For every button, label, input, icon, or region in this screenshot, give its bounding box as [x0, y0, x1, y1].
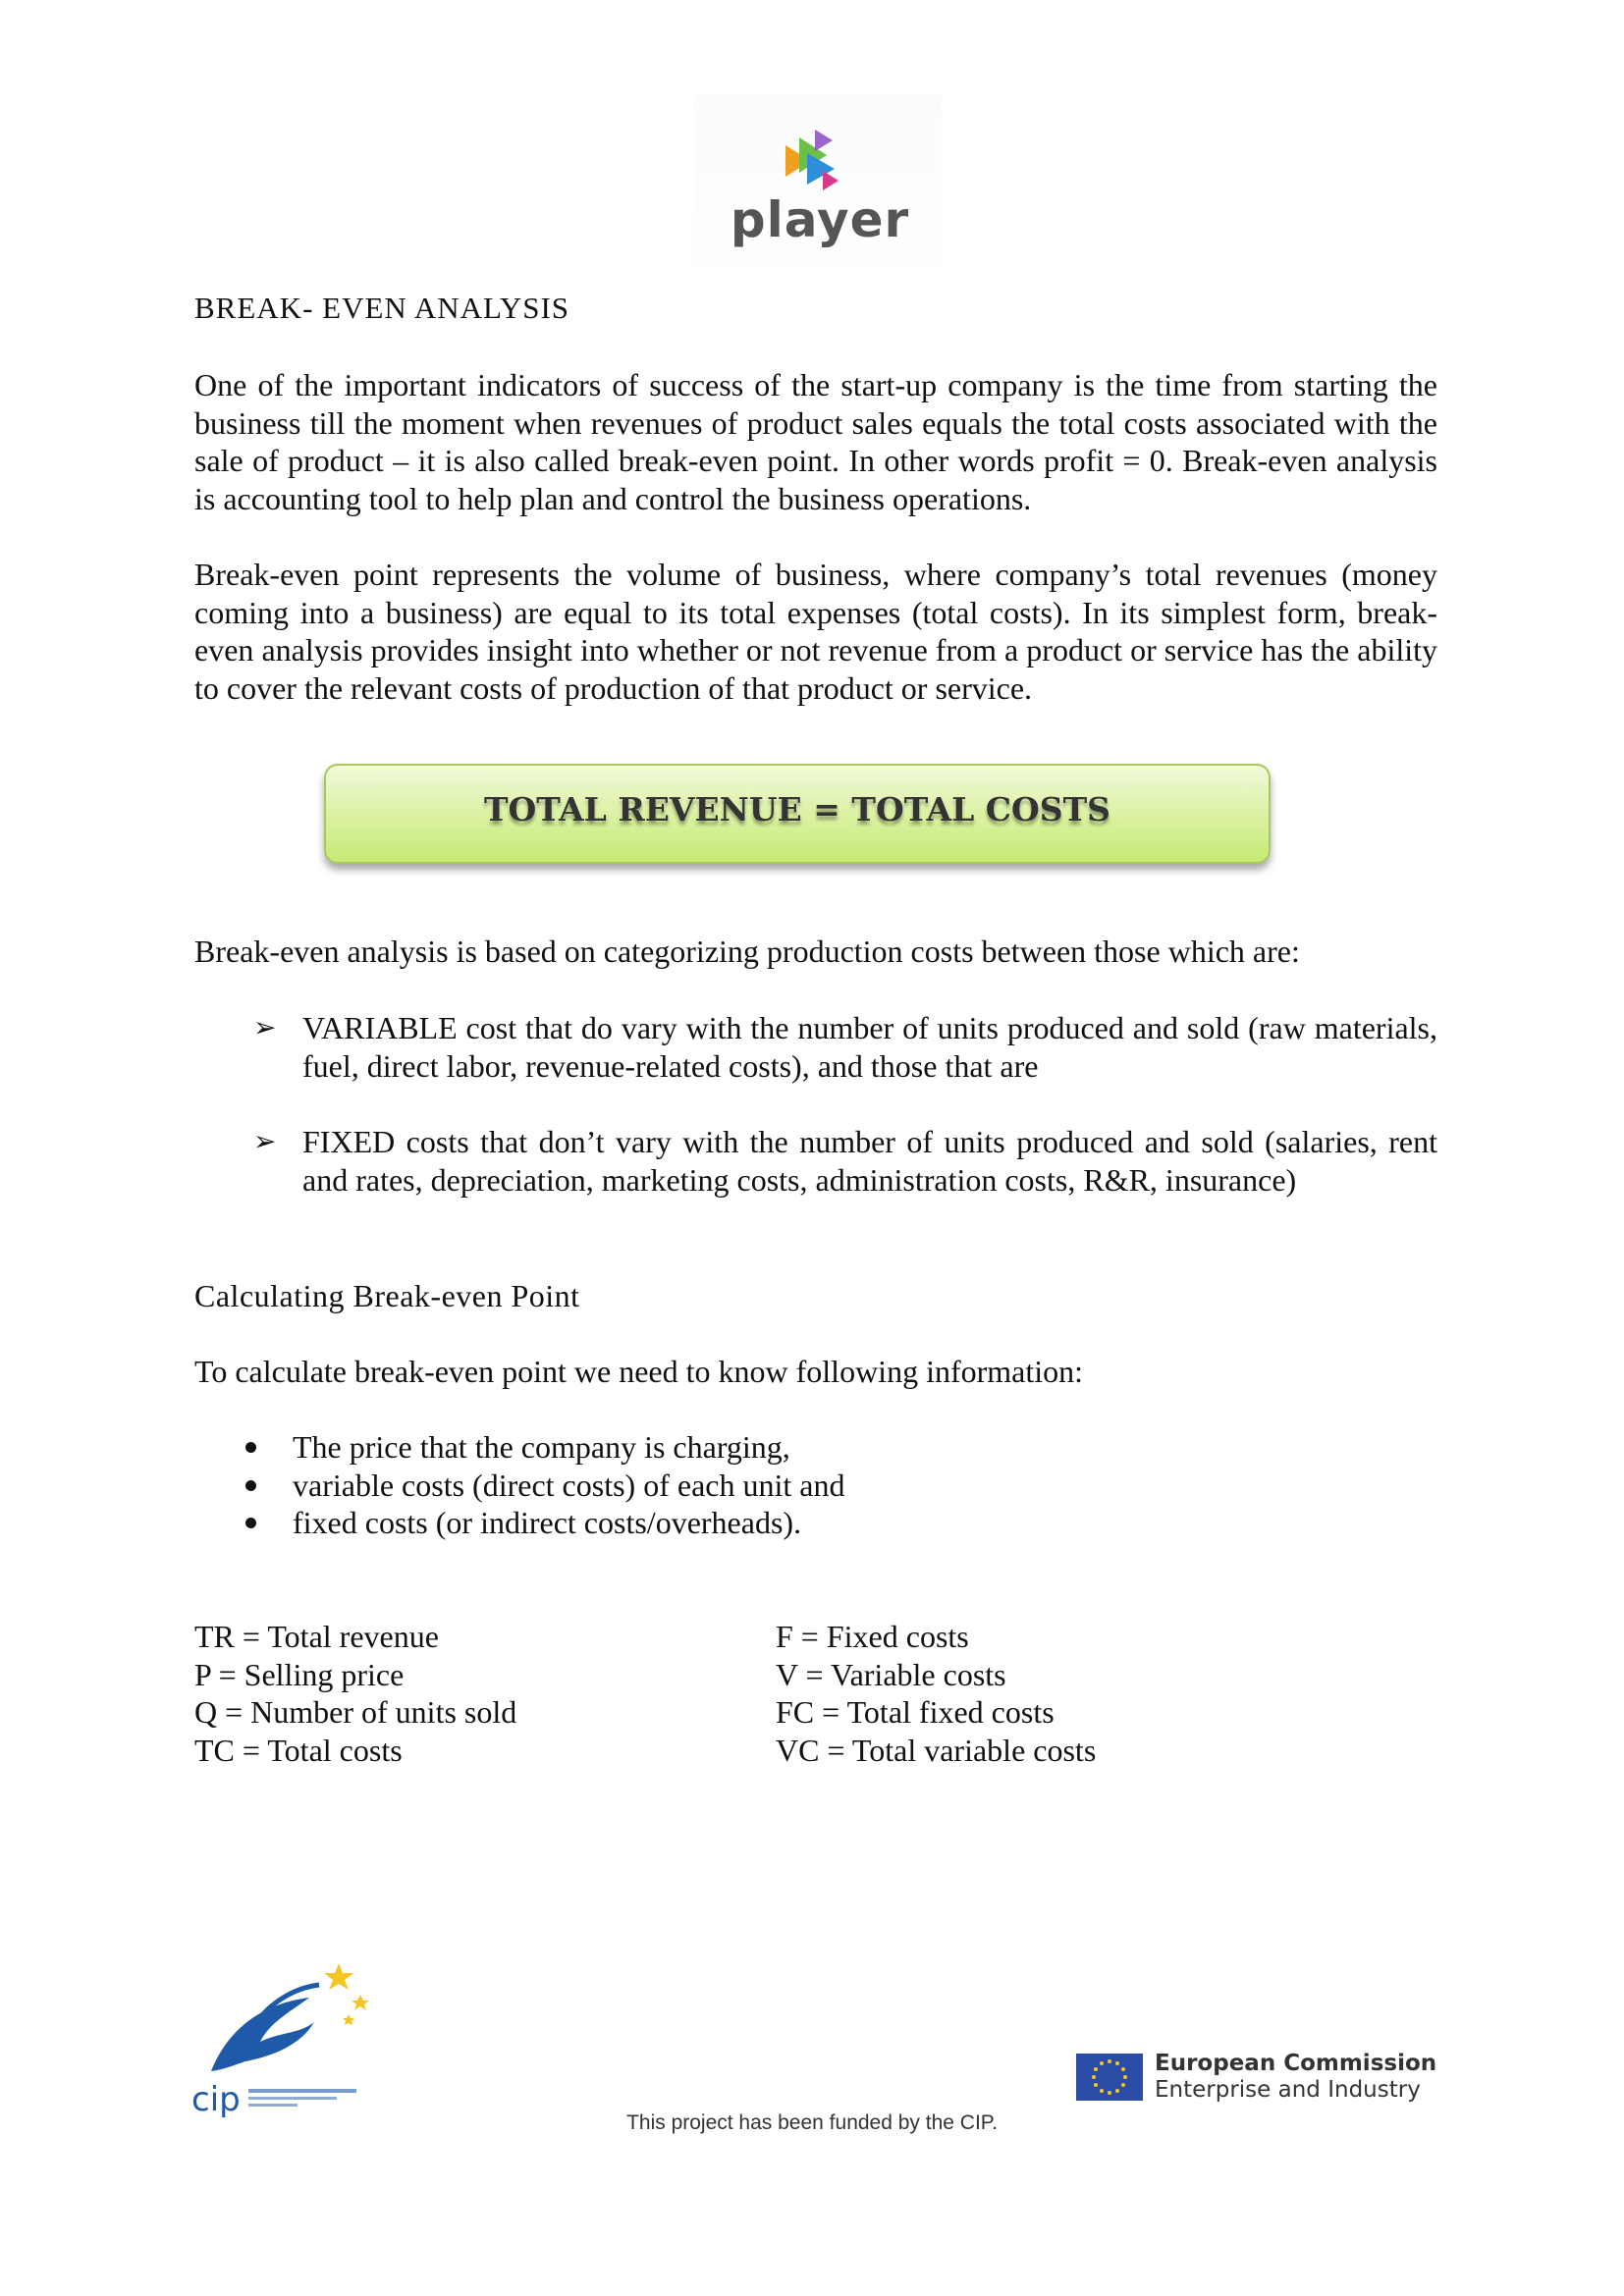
bullet-dot-icon: [245, 1442, 256, 1453]
section-heading: Calculating Break-even Point: [194, 1278, 580, 1313]
categorizing-paragraph: Break-even analysis is based on categorizing production costs between those which are:: [194, 934, 1300, 969]
definition-item: VC = Total variable costs: [776, 1732, 1097, 1768]
eu-flag-icon: [1076, 2054, 1143, 2101]
ec-line-1: European Commission: [1155, 2051, 1437, 2076]
page-title: BREAK- EVEN ANALYSIS: [194, 291, 570, 325]
play-icon: [778, 128, 856, 196]
definition-item: FC = Total fixed costs: [776, 1694, 1055, 1730]
definition-item: TR = Total revenue: [194, 1619, 439, 1654]
list-item: [194, 1467, 1373, 1505]
definition-item: V = Variable costs: [776, 1656, 1006, 1692]
formula-box: [324, 764, 1271, 864]
footer-funding-note: This project has been funded by the CIP.: [626, 2111, 998, 2134]
cost-item-text: VARIABLE cost that do vary with the number of units produced and sold (raw materials, fuel, direct labor, revenue-related costs), and those that are: [302, 1010, 1437, 1084]
definition-item: F = Fixed costs: [776, 1619, 969, 1654]
formula-text: TOTAL REVENUE = TOTAL COSTS: [484, 790, 1110, 828]
arrow-bullet-icon: ➢: [253, 1011, 277, 1043]
cip-logo: [191, 1963, 378, 2120]
cip-wordmark: cip: [191, 2080, 241, 2119]
list-item-text: variable costs (direct costs) of each unit and: [293, 1467, 845, 1503]
bullet-dot-icon: [245, 1480, 256, 1491]
definition-item: TC = Total costs: [194, 1732, 403, 1768]
definitions-right-column: [776, 1618, 1096, 1769]
definition-item: P = Selling price: [194, 1656, 405, 1692]
ec-wordmark: [1155, 2051, 1436, 2104]
list-item: [194, 1504, 1373, 1542]
definition-paragraph: Break-even point represents the volume of business, where company’s total revenues (money coming into a business) are equal to its total expenses (total costs). In its simplest form, break-even analysis provides insight into whether or not revenue from a product or service has the ability to cover the relevant costs of production of that product or service.: [194, 557, 1437, 706]
list-item-text: The price that the company is charging,: [293, 1429, 790, 1465]
ec-line-2: Enterprise and Industry: [1155, 2077, 1421, 2103]
european-commission-logo: [1076, 2051, 1437, 2109]
list-item: [194, 1428, 1373, 1467]
required-info-list: [194, 1428, 1373, 1542]
definition-item: Q = Number of units sold: [194, 1694, 517, 1730]
definitions-left-column: [194, 1618, 516, 1769]
calc-intro-paragraph: To calculate break-even point we need to know following information:: [194, 1354, 1084, 1389]
arrow-bullet-icon: ➢: [253, 1125, 277, 1157]
player-logo: [694, 95, 942, 288]
cost-item-text: FIXED costs that don’t vary with the number of units produced and sold (salaries, rent and rates, depreciation, marketing costs, administration costs, R&R, insurance): [302, 1124, 1437, 1198]
intro-paragraph: One of the important indicators of success of the start-up company is the time from starting the business till the moment when revenues of product sales equals the total costs associated with the sale of product – it is also called break-even point. In other words profit = 0. Break-even analysis is accounting tool to help plan and control the business operations.: [194, 367, 1437, 516]
list-item-text: fixed costs (or indirect costs/overheads).: [293, 1505, 802, 1540]
bullet-dot-icon: [245, 1518, 256, 1528]
logo-wordmark: player: [730, 191, 910, 248]
